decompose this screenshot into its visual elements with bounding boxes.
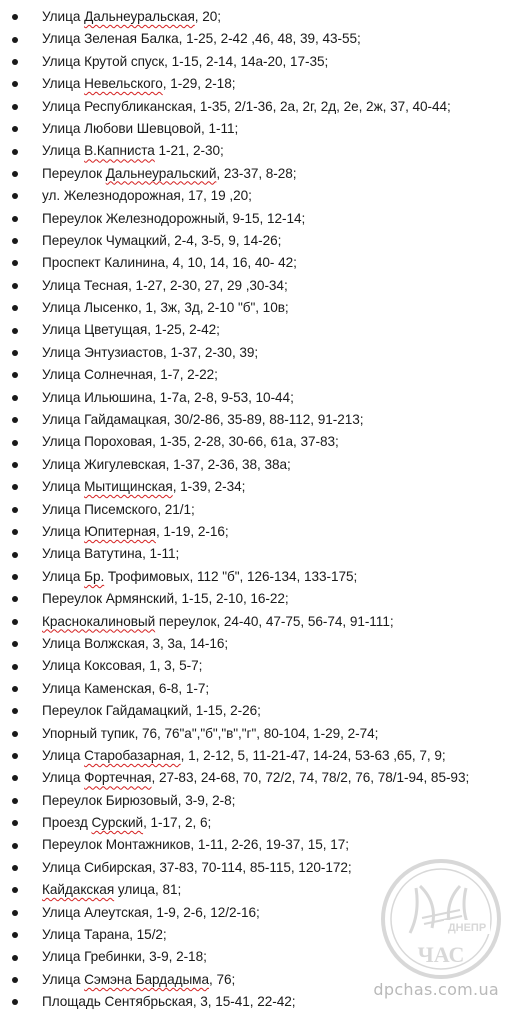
list-item-text: Улица Тарана, 15/2; bbox=[42, 927, 167, 943]
site-url: dpchas.com.ua bbox=[373, 980, 499, 999]
list-item-text: Улица Цветущая, 1-25, 2-42; bbox=[42, 322, 220, 338]
list-item-text: Переулок bbox=[42, 165, 106, 181]
bullet-icon bbox=[12, 708, 18, 714]
list-item bbox=[0, 342, 531, 364]
list-item-text: Улица Ватутина, 1-11; bbox=[42, 546, 180, 562]
list-item bbox=[0, 678, 531, 700]
bullet-icon bbox=[12, 462, 18, 468]
bullet-icon bbox=[12, 529, 18, 535]
bullet-icon bbox=[12, 574, 18, 580]
list-item bbox=[0, 252, 531, 274]
list-item bbox=[0, 163, 531, 185]
list-item-text: Улица Зеленая Балка, 1-25, 2-42 ,46, 48, 39, 43-55; bbox=[42, 31, 361, 47]
bullet-icon bbox=[12, 395, 18, 401]
list-item bbox=[0, 140, 531, 162]
bullet-icon bbox=[12, 596, 18, 602]
list-item-text: Улица Ильюшина, 1-7а, 2-8, 9-53, 10-44; bbox=[42, 389, 294, 405]
list-item-text: 1-21, 2-30; bbox=[154, 143, 224, 159]
list-item-text: ул. Железнодорожная, 17, 19 ,20; bbox=[42, 188, 252, 204]
bullet-icon bbox=[12, 283, 18, 289]
bullet-icon bbox=[12, 798, 18, 804]
bullet-icon bbox=[12, 238, 18, 244]
list-item bbox=[0, 73, 531, 95]
list-item-text: , 20; bbox=[194, 9, 221, 24]
list-item-text: Трофимовых, 112 "б", 126-134, 133-175; bbox=[104, 568, 358, 584]
list-item-text: Упорный тупик, 76, 76"а","б","в","г", 80-104, 1-29, 2-74; bbox=[42, 725, 379, 741]
list-item-text: Улица bbox=[42, 143, 85, 159]
list-item bbox=[0, 319, 531, 341]
list-item-text: Переулок Бирюзовый, 3-9, 2-8; bbox=[42, 792, 236, 808]
bullet-icon bbox=[12, 664, 18, 670]
list-item-text: Улица bbox=[42, 770, 85, 786]
list-item bbox=[0, 588, 531, 610]
list-item-text: Улица Солнечная, 1-7, 2-22; bbox=[42, 367, 218, 383]
list-item-text: Улица bbox=[42, 971, 85, 987]
bullet-icon bbox=[12, 260, 18, 266]
spellcheck-word: Кайдакская bbox=[42, 882, 115, 898]
bullet-icon bbox=[12, 865, 18, 871]
list-item-text: Улица bbox=[42, 76, 85, 92]
bullet-icon bbox=[12, 484, 18, 490]
list-item bbox=[0, 767, 531, 789]
list-item-text: Улица Писемского, 21/1; bbox=[42, 501, 195, 517]
spellcheck-word: Сэмэна Бардадыма bbox=[84, 971, 209, 987]
list-item bbox=[0, 6, 531, 28]
list-item-text: , 76; bbox=[209, 971, 236, 987]
bullet-icon bbox=[12, 104, 18, 110]
list-item bbox=[0, 387, 531, 409]
dnepr-chas-logo-icon bbox=[380, 858, 502, 980]
list-item bbox=[0, 118, 531, 140]
spellcheck-word: Старобазарная bbox=[84, 747, 181, 763]
list-item-text: Проезд bbox=[42, 815, 92, 831]
bullet-icon bbox=[12, 887, 18, 893]
bullet-icon bbox=[12, 843, 18, 849]
bullet-icon bbox=[12, 328, 18, 334]
list-item-text: Площадь Сентябрьская, 3, 15-41, 22-42; bbox=[42, 994, 296, 1010]
list-item-text: Улица bbox=[42, 523, 85, 539]
spellcheck-word: Дальнеуральская bbox=[84, 9, 195, 24]
list-item-text: Улица Каменская, 6-8, 1-7; bbox=[42, 680, 210, 696]
bullet-icon bbox=[12, 731, 18, 737]
list-item-text: Переулок Гайдамацкий, 1-15, 2-26; bbox=[42, 703, 261, 719]
bullet-icon bbox=[12, 372, 18, 378]
list-item bbox=[0, 745, 531, 767]
bullet-icon bbox=[12, 37, 18, 43]
list-item-text: , 1, 2-12, 5, 11-21-47, 14-24, 53-63 ,65, 7, 9; bbox=[180, 747, 446, 763]
list-item-text: Улица Республиканская, 1-35, 2/1-36, 2а, 2г, 2д, 2е, 2ж, 37, 40-44; bbox=[42, 98, 451, 114]
list-item-text: , 1-39, 2-34; bbox=[172, 479, 246, 495]
spellcheck-word: Невельского bbox=[84, 76, 163, 92]
list-item-text: Улица Пороховая, 1-35, 2-28, 30-66, 61а, 37-83; bbox=[42, 434, 339, 450]
list-item-text: , 27-83, 24-68, 70, 72/2, 74, 78/2, 76, 78/1-94, 85-93; bbox=[151, 770, 470, 786]
list-item-text: , 1-19, 2-16; bbox=[155, 523, 229, 539]
list-item bbox=[0, 521, 531, 543]
bullet-icon bbox=[12, 686, 18, 692]
list-item bbox=[0, 499, 531, 521]
list-item-text: Улица Жигулевская, 1-37, 2-36, 38, 38а; bbox=[42, 456, 291, 472]
bullet-icon bbox=[12, 59, 18, 65]
bullet-icon bbox=[12, 910, 18, 916]
list-item-text: , 23-37, 8-28; bbox=[216, 165, 297, 181]
list-item bbox=[0, 230, 531, 252]
spellcheck-word: В.Капниста bbox=[84, 143, 155, 159]
list-item bbox=[0, 566, 531, 588]
bullet-icon bbox=[12, 149, 18, 155]
list-item-text: Улица bbox=[42, 747, 85, 763]
list-item-text: Улица Коксовая, 1, 3, 5-7; bbox=[42, 658, 203, 674]
list-item bbox=[0, 431, 531, 453]
bullet-icon bbox=[12, 216, 18, 222]
list-item-text: Улица Сибирская, 37-83, 70-114, 85-115, 120-172; bbox=[42, 859, 352, 875]
bullet-icon bbox=[12, 350, 18, 356]
list-item bbox=[0, 611, 531, 633]
list-item-text: Улица bbox=[42, 9, 85, 24]
list-item-text: Улица bbox=[42, 479, 85, 495]
list-item-text: Улица Крутой спуск, 1-15, 2-14, 14а-20, 17-35; bbox=[42, 53, 329, 69]
bullet-icon bbox=[12, 619, 18, 625]
list-item-text: Переулок Чумацкий, 2-4, 3-5, 9, 14-26; bbox=[42, 232, 282, 248]
list-item-text: Улица Тесная, 1-27, 2-30, 27, 29 ,30-34; bbox=[42, 277, 288, 293]
list-item bbox=[0, 28, 531, 50]
list-item-text: Улица Волжская, 3, 3а, 14-16; bbox=[42, 635, 229, 651]
bullet-icon bbox=[12, 932, 18, 938]
list-item bbox=[0, 454, 531, 476]
list-item bbox=[0, 297, 531, 319]
bullet-icon bbox=[12, 193, 18, 199]
list-item bbox=[0, 633, 531, 655]
list-item bbox=[0, 185, 531, 207]
list-item-text: Улица Алеутская, 1-9, 2-6, 12/2-16; bbox=[42, 904, 260, 920]
list-item bbox=[0, 364, 531, 386]
spellcheck-word: Сурский bbox=[91, 815, 144, 831]
bullet-icon bbox=[12, 999, 18, 1005]
bullet-icon bbox=[12, 753, 18, 759]
list-item-text: , 1-17, 2, 6; bbox=[143, 815, 212, 831]
list-item-text: Улица Любови Шевцовой, 1-11; bbox=[42, 120, 239, 136]
list-item bbox=[0, 790, 531, 812]
bullet-icon bbox=[12, 81, 18, 87]
bullet-icon bbox=[12, 820, 18, 826]
spellcheck-word: Юпитерная bbox=[84, 523, 156, 539]
bullet-icon bbox=[12, 171, 18, 177]
list-item-text: Улица bbox=[42, 568, 85, 584]
bullet-icon bbox=[12, 977, 18, 983]
bullet-icon bbox=[12, 775, 18, 781]
list-item-text: Улица Гребинки, 3-9, 2-18; bbox=[42, 949, 207, 965]
bullet-icon bbox=[12, 305, 18, 311]
list-item-text: переулок, 24-40, 47-75, 56-74, 91-111; bbox=[155, 613, 394, 629]
list-item-text: улица, 81; bbox=[114, 882, 182, 898]
bullet-icon bbox=[12, 507, 18, 513]
list-item bbox=[0, 655, 531, 677]
list-item-text: Проспект Калинина, 4, 10, 14, 16, 40- 42; bbox=[42, 255, 297, 271]
list-item bbox=[0, 476, 531, 498]
list-item bbox=[0, 723, 531, 745]
bullet-icon bbox=[12, 552, 18, 558]
spellcheck-word: Бр. bbox=[84, 568, 105, 584]
spellcheck-word: Краснокалиновый bbox=[42, 613, 156, 629]
list-item bbox=[0, 96, 531, 118]
list-item-text: Переулок Железнодорожный, 9-15, 12-14; bbox=[42, 210, 306, 226]
bullet-icon bbox=[12, 641, 18, 647]
list-item-text: Улица Энтузиастов, 1-37, 2-30, 39; bbox=[42, 344, 259, 360]
bullet-icon bbox=[12, 417, 18, 423]
list-item bbox=[0, 409, 531, 431]
spellcheck-word: Мытищинская bbox=[84, 479, 173, 495]
list-item bbox=[0, 812, 531, 834]
list-item bbox=[0, 834, 531, 856]
bullet-icon bbox=[12, 126, 18, 132]
list-item bbox=[0, 208, 531, 230]
logo-brand-bottom: ЧАС bbox=[417, 942, 465, 967]
list-item-text: Улица Гайдамацкая, 30/2-86, 35-89, 88-112, 91-213; bbox=[42, 412, 364, 428]
bullet-icon bbox=[12, 955, 18, 961]
list-item-text: , 1-29, 2-18; bbox=[162, 76, 236, 92]
list-item-text: Переулок Армянский, 1-15, 2-10, 16-22; bbox=[42, 591, 289, 607]
list-item-text: Переулок Монтажников, 1-11, 2-26, 19-37, 15, 17; bbox=[42, 837, 349, 853]
list-item bbox=[0, 51, 531, 73]
bullet-icon bbox=[12, 14, 18, 20]
spellcheck-word: Дальнеуральский bbox=[105, 165, 217, 181]
bullet-icon bbox=[12, 440, 18, 446]
list-item bbox=[0, 543, 531, 565]
list-item bbox=[0, 700, 531, 722]
logo-brand-top: ДНЕПР bbox=[447, 922, 487, 934]
spellcheck-word: Фортечная bbox=[84, 770, 152, 786]
list-item bbox=[0, 275, 531, 297]
list-item-text: Улица Лысенко, 1, 3ж, 3д, 2-10 "б", 10в; bbox=[42, 300, 289, 316]
